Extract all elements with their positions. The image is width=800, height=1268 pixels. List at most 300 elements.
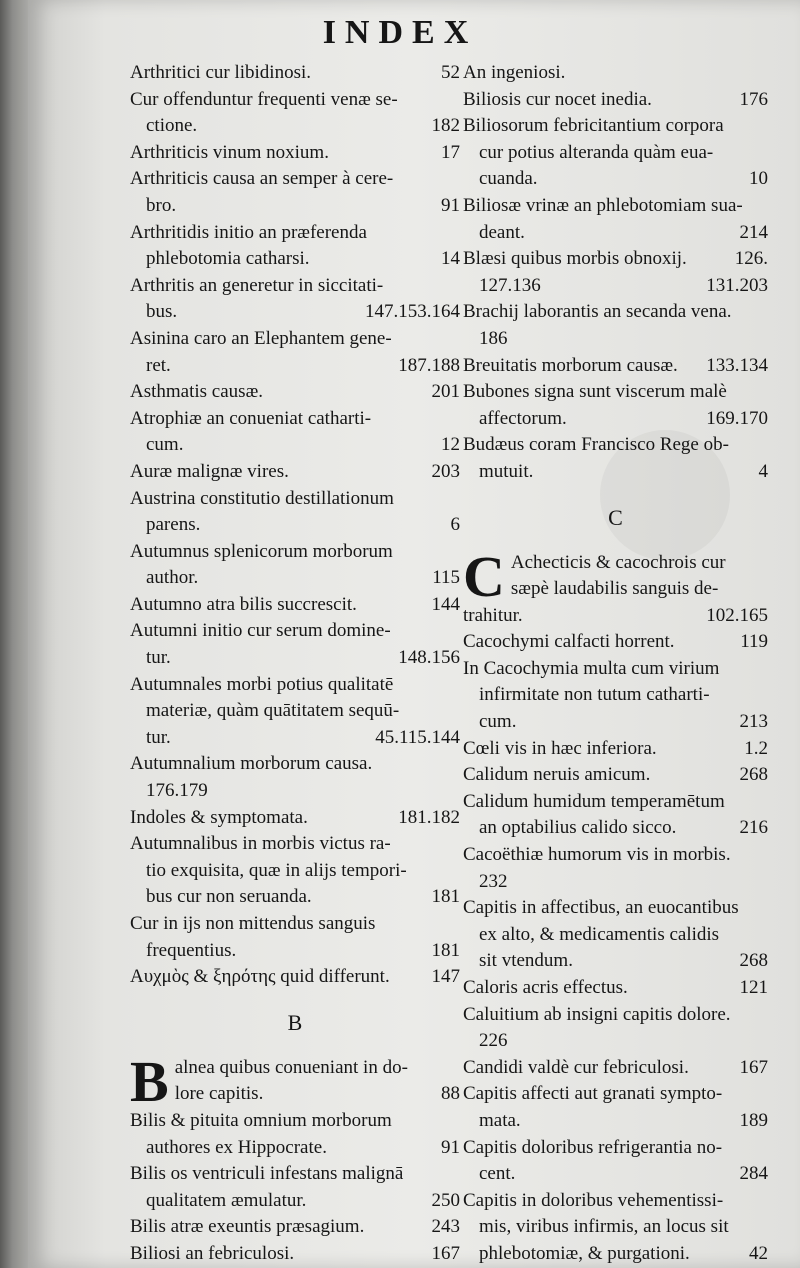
entry-text: 186 bbox=[479, 327, 508, 349]
entry-line bbox=[463, 815, 768, 842]
page-reference: 147 bbox=[431, 966, 460, 988]
entry-line bbox=[463, 1241, 768, 1268]
index-entry bbox=[130, 911, 460, 964]
entry-line bbox=[130, 698, 460, 725]
entry-text: infirmitate non tutum catharti- bbox=[479, 684, 710, 706]
entry-line bbox=[130, 1188, 460, 1215]
entry-text: Bilis & pituita omnium morborum bbox=[130, 1109, 392, 1131]
index-entry bbox=[463, 762, 768, 789]
index-entry bbox=[130, 326, 460, 379]
entry-text: Cacoëthiæ humorum vis in morbis. bbox=[463, 844, 731, 866]
page-reference: 91 bbox=[441, 1136, 460, 1158]
entry-line bbox=[130, 565, 460, 592]
entry-line bbox=[130, 964, 460, 991]
page-reference bbox=[454, 1055, 460, 1082]
entry-text: lore capitis. bbox=[174, 1083, 264, 1105]
entry-line bbox=[130, 778, 460, 805]
page-reference: 201 bbox=[431, 381, 460, 403]
entry-text: an optabilius calido sicco. bbox=[479, 817, 677, 839]
page-reference bbox=[454, 778, 460, 805]
page-reference: 17 bbox=[441, 141, 460, 163]
entry-line bbox=[463, 1028, 768, 1055]
entry-text: tur. bbox=[146, 647, 171, 669]
entry-line bbox=[463, 975, 768, 1002]
entry-text: Biliosorum febricitantium corpora bbox=[463, 115, 724, 137]
page-reference bbox=[454, 911, 460, 938]
index-entry bbox=[130, 831, 460, 911]
page-reference bbox=[454, 486, 460, 513]
page-reference: 12 bbox=[441, 434, 460, 456]
entry-text: Bilis os ventriculi infestans malignā bbox=[130, 1163, 404, 1185]
index-entry bbox=[463, 1081, 768, 1134]
index-entry bbox=[463, 87, 768, 114]
page-reference bbox=[454, 166, 460, 193]
page-reference: 189 bbox=[739, 1109, 768, 1131]
page-reference: 284 bbox=[739, 1163, 768, 1185]
entry-line bbox=[130, 858, 460, 885]
entry-text: Blæsi quibus morbis obnoxij. bbox=[463, 248, 687, 270]
entry-line bbox=[463, 1108, 768, 1135]
index-entry bbox=[463, 60, 768, 87]
entry-line bbox=[463, 1081, 768, 1108]
entry-text: Austrina constitutio destillationum bbox=[130, 487, 394, 509]
entry-text: Autumnales morbi potius qualitatē bbox=[130, 673, 394, 695]
page-reference bbox=[454, 273, 460, 300]
entry-text: bro. bbox=[146, 194, 177, 216]
page-reference bbox=[454, 87, 460, 114]
index-entry bbox=[130, 87, 460, 140]
left-index-column bbox=[130, 60, 460, 1268]
index-entry bbox=[463, 1135, 768, 1188]
page-reference: 91 bbox=[441, 194, 460, 216]
entry-line bbox=[463, 432, 768, 459]
entry-text: Autumnus splenicorum morborum bbox=[130, 540, 393, 562]
index-entry bbox=[130, 459, 460, 486]
index-entry bbox=[130, 60, 460, 87]
entry-line bbox=[130, 751, 460, 778]
page-reference bbox=[454, 751, 460, 778]
entry-text: Cur offenduntur frequenti venæ se- bbox=[130, 88, 398, 110]
entry-text: Arthriticis causa an semper à cere- bbox=[130, 168, 394, 190]
index-entry bbox=[463, 842, 768, 895]
entry-text: Indoles & symptomata. bbox=[130, 806, 308, 828]
entry-line bbox=[511, 550, 768, 577]
entry-text: Calidum neruis amicum. bbox=[463, 764, 651, 786]
entry-text: Biliosæ vrinæ an phlebotomiam sua- bbox=[463, 194, 743, 216]
index-entry bbox=[463, 975, 768, 1002]
entry-line bbox=[130, 140, 460, 167]
page-reference: 121 bbox=[739, 977, 768, 998]
index-entry bbox=[130, 618, 460, 671]
entry-text: Autumnalium morborum causa. bbox=[130, 753, 373, 775]
page-reference bbox=[454, 406, 460, 433]
index-entry bbox=[130, 751, 460, 804]
entry-text: phlebotomia catharsi. bbox=[146, 248, 310, 270]
entry-text: Αυχμὸς & ξηρότης quid differunt. bbox=[130, 966, 390, 988]
page-reference: 119 bbox=[740, 631, 768, 653]
page-reference: 126. bbox=[734, 248, 768, 270]
entry-line bbox=[175, 1081, 460, 1108]
entry-text: Capitis in affectibus, an euocantibus bbox=[463, 897, 739, 919]
entry-line bbox=[130, 1214, 460, 1241]
page-reference bbox=[762, 1081, 768, 1108]
page-reference bbox=[762, 326, 768, 353]
entry-text: Budæus coram Francisco Rege ob- bbox=[463, 434, 729, 456]
entry-text: mis, viribus infirmis, an locus sit bbox=[479, 1216, 729, 1238]
page-reference: 182 bbox=[431, 115, 460, 137]
entry-line bbox=[463, 842, 768, 869]
page-reference: 167 bbox=[739, 1056, 768, 1078]
page-reference: 216 bbox=[739, 817, 768, 839]
entry-text: Candidi valdè cur febriculosi. bbox=[463, 1056, 689, 1078]
page-reference bbox=[454, 1108, 460, 1135]
entry-text: Arthriticis vinum noxium. bbox=[130, 141, 329, 163]
entry-text: Arthritis an generetur in siccitati- bbox=[130, 274, 384, 296]
page-reference: 181.182 bbox=[398, 806, 460, 828]
index-entry bbox=[130, 805, 460, 832]
index-entry bbox=[130, 1161, 460, 1214]
entry-line bbox=[130, 911, 460, 938]
page-reference: 181 bbox=[431, 886, 460, 908]
page-reference bbox=[454, 672, 460, 699]
entry-text: 226 bbox=[479, 1030, 508, 1052]
book-binding-edge bbox=[0, 0, 28, 1268]
entry-text: mata. bbox=[479, 1109, 521, 1131]
entry-text: Capitis affecti aut granati sympto- bbox=[463, 1083, 723, 1105]
entry-line bbox=[130, 87, 460, 114]
entry-text: Capitis in doloribus vehementissi- bbox=[463, 1189, 724, 1211]
page-reference: 42 bbox=[749, 1242, 768, 1264]
entry-line bbox=[130, 592, 460, 619]
entry-line bbox=[130, 1161, 460, 1188]
index-entry bbox=[463, 432, 768, 485]
index-entry bbox=[130, 1241, 460, 1268]
page-reference: 52 bbox=[441, 62, 460, 83]
entry-text: bus. bbox=[146, 301, 178, 323]
entry-text: Caloris acris effectus. bbox=[463, 977, 628, 998]
index-entry bbox=[463, 1188, 768, 1268]
page-reference bbox=[762, 682, 768, 709]
page-reference bbox=[454, 220, 460, 247]
drop-capital: C bbox=[463, 549, 505, 609]
page-reference bbox=[762, 576, 768, 603]
entry-line bbox=[463, 948, 768, 975]
entry-text: Asinina caro an Elephantem gene- bbox=[130, 327, 392, 349]
entry-text: Bilis atræ exeuntis præsagium. bbox=[130, 1216, 365, 1238]
entry-line bbox=[130, 273, 460, 300]
entry-line bbox=[130, 512, 460, 539]
entry-line bbox=[130, 645, 460, 672]
entry-line bbox=[175, 1055, 460, 1082]
entry-text: cum. bbox=[146, 434, 184, 456]
index-entry bbox=[130, 592, 460, 619]
page-reference bbox=[454, 1161, 460, 1188]
entry-text: parens. bbox=[146, 514, 201, 536]
page-reference bbox=[762, 789, 768, 816]
page-reference bbox=[762, 1135, 768, 1162]
entry-line bbox=[463, 682, 768, 709]
entry-line bbox=[463, 1161, 768, 1188]
entry-line bbox=[130, 379, 460, 406]
page-reference bbox=[762, 140, 768, 167]
index-entry bbox=[463, 656, 768, 736]
page-reference bbox=[762, 1214, 768, 1241]
entry-text: sæpè laudabilis sanguis de- bbox=[510, 578, 719, 600]
entry-line bbox=[130, 166, 460, 193]
entry-line bbox=[463, 736, 768, 763]
entry-line bbox=[463, 789, 768, 816]
page-reference: 1.2 bbox=[744, 737, 768, 759]
index-entry bbox=[130, 220, 460, 273]
page-reference: 213 bbox=[739, 711, 768, 733]
entry-text: Cur in ijs non mittendus sanguis bbox=[130, 913, 376, 934]
entry-line bbox=[463, 406, 768, 433]
entry-text: Autumno atra bilis succrescit. bbox=[130, 593, 357, 615]
entry-text: Arthritici cur libidinosi. bbox=[130, 62, 312, 83]
index-entry bbox=[130, 166, 460, 219]
page-reference: 147.153.164 bbox=[365, 301, 460, 323]
entry-line bbox=[130, 805, 460, 832]
section-letter: C bbox=[608, 504, 623, 530]
entry-text: Asthmatis causæ. bbox=[130, 381, 263, 403]
entry-text: tio exquisita, quæ in alijs tempori- bbox=[146, 859, 407, 881]
entry-line bbox=[130, 1135, 460, 1162]
entry-line bbox=[463, 273, 768, 300]
entry-line bbox=[463, 709, 768, 736]
entry-line bbox=[463, 1188, 768, 1215]
page-reference: 6 bbox=[450, 514, 460, 536]
page-reference bbox=[762, 193, 768, 220]
page-reference: 176 bbox=[739, 88, 768, 110]
entry-line bbox=[130, 831, 460, 858]
page-reference bbox=[454, 618, 460, 645]
entry-text: cent. bbox=[479, 1163, 516, 1185]
page-reference bbox=[762, 1188, 768, 1215]
entry-line bbox=[463, 1002, 768, 1029]
entry-text: cum. bbox=[479, 711, 517, 733]
index-entry bbox=[463, 736, 768, 763]
entry-text: Caluitium ab insigni capitis dolore. bbox=[463, 1003, 731, 1025]
index-entry bbox=[463, 299, 768, 352]
page-reference bbox=[762, 299, 768, 326]
entry-line bbox=[463, 603, 768, 630]
index-entry bbox=[463, 246, 768, 299]
entry-line bbox=[463, 166, 768, 193]
page-reference: 214 bbox=[739, 221, 768, 243]
entry-text: Calidum humidum temperamētum bbox=[463, 790, 725, 812]
entry-text: Biliosi an febriculosi. bbox=[130, 1242, 295, 1264]
entry-text: Biliosis cur nocet inedia. bbox=[463, 88, 652, 110]
entry-line bbox=[463, 87, 768, 114]
entry-text: Breuitatis morborum causæ. bbox=[463, 354, 678, 376]
entry-text: 176.179 bbox=[146, 780, 208, 802]
entry-text: frequentius. bbox=[146, 939, 237, 961]
page-reference: 45.115.144 bbox=[375, 726, 460, 748]
entry-text: Bubones signa sunt viscerum malè bbox=[463, 381, 727, 403]
page-reference bbox=[762, 656, 768, 683]
entry-line bbox=[463, 1135, 768, 1162]
entry-text: Achecticis & cacochrois cur bbox=[510, 551, 726, 573]
entry-text: author. bbox=[146, 567, 199, 589]
index-entry bbox=[130, 406, 460, 459]
entry-line bbox=[463, 629, 768, 656]
page-reference bbox=[762, 1028, 768, 1055]
index-entry bbox=[463, 895, 768, 975]
page-reference: 115 bbox=[432, 567, 460, 589]
entry-text: qualitatem æmulatur. bbox=[146, 1189, 307, 1211]
index-entry bbox=[463, 629, 768, 656]
page-reference bbox=[762, 432, 768, 459]
index-entry bbox=[130, 672, 460, 752]
page-reference: 181 bbox=[431, 939, 460, 961]
entry-text: Cacochymi calfacti horrent. bbox=[463, 631, 675, 653]
entry-text: Autumnalibus in morbis victus ra- bbox=[130, 833, 391, 855]
page-reference: 88 bbox=[441, 1083, 460, 1105]
page-reference: 243 bbox=[431, 1216, 460, 1238]
entry-line bbox=[463, 762, 768, 789]
entry-line bbox=[130, 326, 460, 353]
entry-text: 232 bbox=[479, 870, 508, 892]
entry-line bbox=[463, 246, 768, 273]
page-reference: 102.165 bbox=[706, 604, 768, 626]
page-reference bbox=[762, 869, 768, 896]
page-reference bbox=[762, 379, 768, 406]
page-reference: 250 bbox=[431, 1189, 460, 1211]
page-reference bbox=[454, 539, 460, 566]
entry-line bbox=[130, 725, 460, 752]
entry-text: ex alto, & medicamentis calidis bbox=[479, 923, 720, 945]
entry-line bbox=[130, 193, 460, 220]
index-entry bbox=[463, 550, 768, 630]
index-entry bbox=[130, 379, 460, 406]
entry-text: 127.136 bbox=[479, 274, 541, 296]
entry-line bbox=[463, 1055, 768, 1082]
entry-line bbox=[130, 432, 460, 459]
page-reference bbox=[454, 698, 460, 725]
entry-text: deant. bbox=[479, 221, 525, 243]
entry-text: Brachij laborantis an secanda vena. bbox=[463, 301, 732, 323]
entry-line bbox=[130, 299, 460, 326]
page-reference bbox=[762, 895, 768, 922]
page-reference: 203 bbox=[431, 460, 460, 482]
page-reference: 167 bbox=[431, 1242, 460, 1264]
entry-line bbox=[130, 672, 460, 699]
entry-line bbox=[130, 1108, 460, 1135]
entry-line bbox=[130, 539, 460, 566]
entry-line bbox=[130, 1241, 460, 1268]
entry-text: sit vtendum. bbox=[479, 950, 573, 972]
index-entry bbox=[130, 1055, 460, 1108]
page-reference bbox=[762, 922, 768, 949]
entry-text: authores ex Hippocrate. bbox=[146, 1136, 327, 1158]
entry-line bbox=[463, 1214, 768, 1241]
entry-line bbox=[130, 60, 460, 87]
page-reference: 148.156 bbox=[398, 647, 460, 669]
entry-text: In Cacochymia multa cum virium bbox=[463, 657, 720, 679]
page-reference bbox=[762, 550, 768, 577]
entry-text: bus cur non seruanda. bbox=[146, 886, 312, 908]
page-reference bbox=[454, 858, 460, 885]
index-entry bbox=[130, 964, 460, 991]
entry-line bbox=[463, 193, 768, 220]
index-entry bbox=[130, 486, 460, 539]
entry-text: affectorum. bbox=[479, 407, 567, 429]
entry-line bbox=[130, 353, 460, 380]
index-entry bbox=[130, 273, 460, 326]
entry-line bbox=[463, 353, 768, 380]
entry-text: mutuit. bbox=[479, 460, 534, 482]
entry-text: trahitur. bbox=[463, 604, 523, 626]
entry-text: alnea quibus conueniant in do- bbox=[174, 1056, 408, 1078]
entry-line bbox=[463, 922, 768, 949]
entry-text: materiæ, quàm quātitatem sequū- bbox=[146, 700, 400, 722]
entry-text: Cœli vis in hæc inferiora. bbox=[463, 737, 657, 759]
page-reference bbox=[762, 60, 768, 87]
page-reference: 133.134 bbox=[706, 354, 768, 376]
index-entry bbox=[463, 113, 768, 193]
page-reference bbox=[454, 831, 460, 858]
page-reference: 14 bbox=[441, 248, 460, 270]
page-reference: 169.170 bbox=[706, 407, 768, 429]
index-entry bbox=[463, 1055, 768, 1082]
entry-text: phlebotomiæ, & purgationi. bbox=[479, 1242, 690, 1264]
entry-text: Autumni initio cur serum domine- bbox=[130, 620, 391, 642]
page-header: INDEX bbox=[322, 14, 478, 51]
index-entry bbox=[463, 789, 768, 842]
index-entry bbox=[463, 353, 768, 380]
entry-line bbox=[130, 618, 460, 645]
index-entry bbox=[130, 539, 460, 592]
entry-text: tur. bbox=[146, 726, 171, 748]
index-entry bbox=[130, 140, 460, 167]
page-reference bbox=[762, 1002, 768, 1029]
drop-capital: B bbox=[130, 1054, 169, 1108]
index-entry bbox=[463, 379, 768, 432]
entry-line bbox=[463, 895, 768, 922]
page-reference: 268 bbox=[739, 764, 768, 786]
page-reference bbox=[454, 326, 460, 353]
page-reference: 268 bbox=[739, 950, 768, 972]
section-letter: B bbox=[287, 1009, 303, 1035]
index-entry bbox=[130, 1108, 460, 1161]
entry-line bbox=[130, 486, 460, 513]
page-reference: 4 bbox=[758, 460, 768, 482]
entry-line bbox=[463, 113, 768, 140]
entry-line bbox=[463, 60, 768, 87]
entry-line bbox=[463, 379, 768, 406]
entry-line bbox=[463, 459, 768, 486]
right-index-column bbox=[463, 60, 768, 1268]
page-reference: 144 bbox=[431, 593, 460, 615]
entry-text: ctione. bbox=[146, 115, 198, 137]
entry-text: Arthritidis initio an præferenda bbox=[130, 221, 367, 243]
page-reference: 131.203 bbox=[706, 274, 768, 296]
index-entry bbox=[463, 1002, 768, 1055]
entry-line bbox=[130, 884, 460, 911]
entry-line bbox=[463, 220, 768, 247]
entry-line bbox=[463, 140, 768, 167]
page-reference: 10 bbox=[749, 168, 768, 190]
entry-text: An ingeniosi. bbox=[463, 62, 566, 83]
page-reference: 187.188 bbox=[398, 354, 460, 376]
entry-text: Atrophiæ an conueniat catharti- bbox=[130, 407, 372, 429]
entry-text: cur potius alteranda quàm eua- bbox=[479, 141, 714, 163]
page-reference bbox=[762, 113, 768, 140]
entry-text: Capitis doloribus refrigerantia no- bbox=[463, 1136, 723, 1158]
entry-line bbox=[463, 656, 768, 683]
entry-line bbox=[463, 326, 768, 353]
entry-line bbox=[463, 299, 768, 326]
